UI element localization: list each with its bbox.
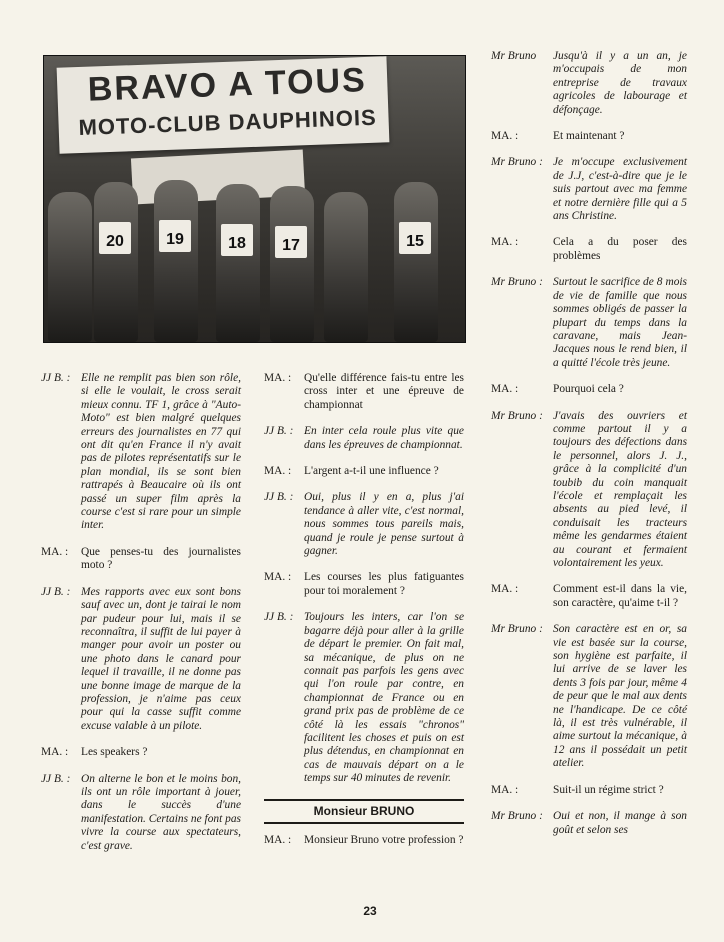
rider-bib: 17 (275, 226, 307, 258)
interview-entry (264, 465, 464, 478)
speaker-label: MA. : (491, 583, 519, 596)
speaker-label: JJ B. : (41, 772, 71, 785)
interview-entry (264, 571, 464, 598)
rider (394, 182, 438, 342)
speaker-label: MA. : (491, 783, 519, 796)
speaker-label: Mr Bruno (491, 50, 537, 62)
speaker-label: MA. : (41, 545, 69, 558)
interview-entry (491, 156, 687, 223)
page-number: 23 (363, 904, 377, 918)
speaker-label: Mr Bruno : (491, 409, 543, 422)
speaker-label: MA. : (491, 236, 519, 249)
interview-entry (264, 611, 464, 785)
interview-entry (491, 583, 687, 610)
interview-entry (491, 383, 687, 396)
spectator (48, 192, 92, 342)
speaker-label: Mr Bruno : (491, 276, 543, 289)
question-text: Les courses les plus fatiguantes pour toi moralement ? (304, 571, 464, 597)
speaker-label: JJ B. : (264, 611, 294, 624)
speaker-label: Mr Bruno : (491, 623, 543, 636)
rider (94, 182, 138, 342)
answer-text: Oui, plus il y en a, plus j'ai tendance à aller vite, c'est normal, nous sommes tous pareils mais, quand je roule je pense surtout à gagner. (304, 491, 464, 558)
interview-entry (491, 276, 687, 370)
rider (216, 184, 260, 342)
interview-entry (264, 372, 464, 412)
interview-entry (264, 425, 464, 452)
column-2 (264, 372, 464, 860)
answer-text: Toujours les inters, car l'on se bagarre déjà pour aller à la grille de départ le premier. On fait mal, sa mécanique, de plus on ne connait pas parfois les gens avec qui l'on roule par contre, en championnat de France ou en grand prix pas de problème de ce côté là les essais "chronos" facilitent les choses et puis on est plus détendus, en championnat en cas de mauvais départ on a le temps sur 40 minutes de revenir. (304, 611, 464, 785)
rider (270, 186, 314, 342)
speaker-label: MA. : (264, 372, 292, 384)
interview-entry (491, 50, 687, 117)
interview-entry (264, 834, 464, 847)
race-photo (43, 55, 466, 343)
rider-bib: 15 (399, 222, 431, 254)
speaker-label: MA. : (264, 465, 292, 478)
speaker-label: MA. : (264, 833, 292, 846)
interview-entry (41, 746, 241, 759)
speaker-label: Mr Bruno : (491, 156, 543, 169)
interview-entry (491, 784, 687, 797)
answer-text: J'avais des ouvriers et comme partout il y a toujours des défections dans le personnel, alors J. J., grâce à la complicité d'un toubib du coin manquait l'école et remplaçait les absents au pied levé, il conduisait les tracteurs même les gendarmes étaient au courant et fermaient volontairement les yeux. (553, 409, 687, 569)
spectator (324, 192, 368, 342)
interview-entry (491, 236, 687, 263)
speaker-label: MA. : (41, 746, 69, 759)
riders-group (44, 174, 465, 342)
interview-entry (41, 546, 241, 573)
speaker-label: MA. : (491, 383, 519, 396)
rider-bib: 18 (221, 224, 253, 256)
answer-text: On alterne le bon et le moins bon, ils ont un rôle important à jouer, dans le succès d'une manifestation. Certains ne font pas vivre la course aux spectateurs, c'est grave. (81, 772, 241, 852)
question-text: Suit-il un régime strict ? (553, 783, 664, 796)
question-text: Pourquoi cela ? (553, 383, 624, 396)
question-text: Et maintenant ? (553, 130, 625, 143)
answer-text: Elle ne remplit pas bien son rôle, si elle le voulait, le cross serait mieux connu. TF 1, grâce à "Auto-Moto" est bien malgré quelques erreurs des journalistes en 77 qui ont dit qu'en France il n'y avait pas de pilotes représentatifs sur le plan mondial, ils se sont bien rattrapés à Beaucaire où ils ont passé un super film après la course c'est si rare pour un simple inter. (81, 372, 241, 532)
column-3 (491, 50, 687, 850)
speaker-label: Mr Bruno : (491, 810, 543, 823)
interview-entry (491, 130, 687, 143)
speaker-label: JJ B. : (41, 585, 71, 598)
question-text: Les speakers ? (81, 746, 148, 759)
column-1 (41, 372, 241, 866)
interview-entry (491, 810, 687, 837)
banner-club: MOTO-CLUB DAUPHINOIS (78, 104, 378, 141)
interview-entry (264, 491, 464, 558)
speaker-label: MA. : (491, 130, 519, 143)
answer-text: Surtout le sacrifice de 8 mois de vie de famille que nous sommes obligés de passer la plupart du temps dans la caravane, mais Jean-Jacques nous le rend bien, il a quitté l'école très jeune. (553, 276, 687, 369)
answer-text: Son caractère est en or, sa vie est basée sur la course, son hygiène est parfaite, il lui arrive de se laver les dents 3 fois par jour, même 4 de peur que le mal aux dents ne l'handicape. De ce côté là, il est très vulnérable, il aime surtout la mécanique, à 12 ans il possédait un petit atelier. (553, 623, 687, 770)
interview-entry (41, 586, 241, 733)
question-text: Cela a du poser des problèmes (553, 236, 687, 262)
section-title: Monsieur BRUNO (264, 799, 464, 824)
speaker-label: JJ B. : (264, 491, 294, 504)
question-text: Monsieur Bruno votre profession ? (304, 833, 464, 846)
speaker-label: JJ B. : (41, 372, 71, 384)
answer-text: Oui et non, il mange à son goût et selon ses (553, 810, 687, 836)
banner-title: BRAVO A TOUS (87, 60, 368, 109)
answer-text: En inter cela roule plus vite que dans les épreuves de championnat. (304, 425, 464, 451)
banner (57, 56, 390, 153)
answer-text: Jusqu'à il y a un an, je m'occupais de mon entreprise de travaux agricoles de labourage et défonçage. (553, 50, 687, 116)
interview-entry (41, 372, 241, 533)
interview-entry (491, 410, 687, 571)
rider (154, 180, 198, 342)
interview-entry (491, 623, 687, 770)
rider-bib: 19 (159, 220, 191, 252)
question-text: Que penses-tu des journalistes moto ? (81, 545, 241, 572)
speaker-label: JJ B. : (264, 425, 294, 438)
rider-bib: 20 (99, 222, 131, 254)
question-text: L'argent a-t-il une influence ? (304, 465, 439, 478)
question-text: Qu'elle différence fais-tu entre les cross inter et une épreuve de championnat (304, 372, 464, 411)
answer-text: Je m'occupe exclusivement de J.J, c'est-à-dire que je le suis partout avec ma femme et notre dernière fille qui a 5 ans Christine. (553, 156, 687, 223)
answer-text: Mes rapports avec eux sont bons sauf avec un, dont je tairai le nom par pudeur pour lui, mais il se reconnaîtra, il suffit de lui payer à manger pour avoir un poster ou une photo dans le canard pour lequel il travaille, il ne donne pas une bonne image de marque de la profession, je n'aime pas ceux pour qui la casse suffit comme excuse valable à un pilote. (81, 585, 241, 732)
speaker-label: MA. : (264, 571, 292, 584)
question-text: Comment est-il dans la vie, son caractère, qu'aime t-il ? (553, 583, 687, 609)
interview-entry (41, 773, 241, 853)
